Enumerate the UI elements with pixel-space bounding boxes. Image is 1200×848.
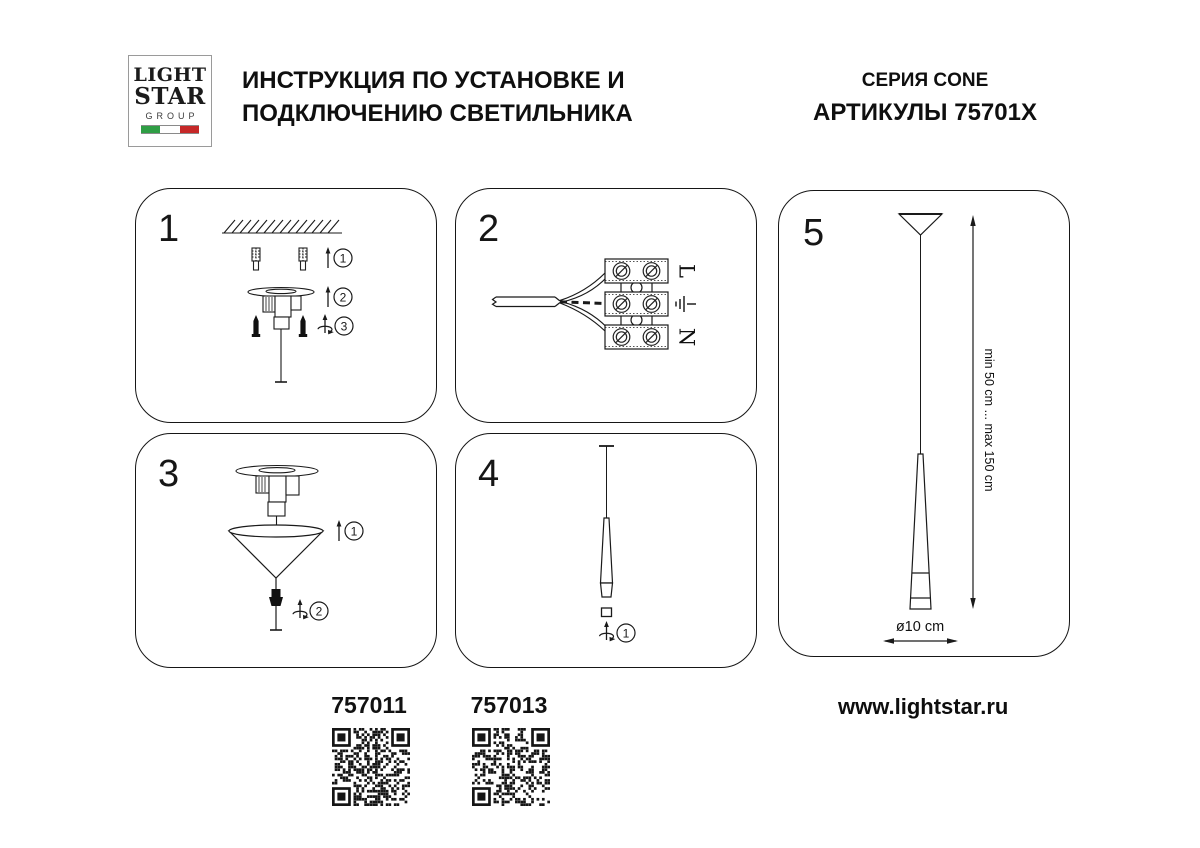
rotate-arrow-icon bbox=[293, 599, 309, 619]
series-label: СЕРИЯ CONE bbox=[861, 70, 989, 91]
annotation-1 bbox=[600, 621, 636, 642]
title-line-2: ПОДКЛЮЧЕНИЮ СВЕТИЛЬНИКА bbox=[242, 100, 633, 127]
rotate-arrow-icon bbox=[600, 621, 616, 641]
diameter-label: ø10 cm bbox=[895, 619, 945, 635]
step-number: 5 bbox=[803, 212, 825, 254]
flag-red bbox=[180, 126, 199, 133]
pendant-drawing bbox=[599, 446, 614, 597]
wall-anchor-icon bbox=[252, 248, 260, 270]
circled-number: 2 bbox=[339, 290, 347, 305]
step-number: 4 bbox=[478, 453, 500, 495]
neutral-terminal-label: N bbox=[674, 327, 699, 347]
step-panel-1 bbox=[135, 188, 437, 423]
step-panel-4 bbox=[455, 433, 757, 668]
canopy-drawing bbox=[236, 466, 318, 526]
lightstar-logo bbox=[128, 55, 212, 147]
up-arrow-icon bbox=[337, 520, 342, 541]
terminal-screw-icon bbox=[643, 263, 660, 280]
cone-shade-drawing bbox=[229, 525, 323, 590]
logo-text-group: GROUP bbox=[145, 111, 199, 121]
step-5-drawing bbox=[779, 191, 1069, 656]
step-4-drawing bbox=[456, 434, 756, 667]
step-number: 3 bbox=[158, 453, 180, 495]
terminal-screw-icon bbox=[613, 329, 630, 346]
annotation-3 bbox=[318, 314, 353, 335]
screw-icon bbox=[299, 315, 307, 337]
circled-number: 3 bbox=[340, 319, 348, 334]
wall-anchor-icon bbox=[299, 248, 307, 270]
italian-flag-icon bbox=[141, 125, 199, 134]
website-url: www.lightstar.ru bbox=[838, 694, 1009, 719]
circled-number: 2 bbox=[315, 604, 323, 619]
annotation-2 bbox=[293, 599, 328, 620]
flag-white bbox=[160, 126, 179, 133]
terminal-screw-icon bbox=[613, 263, 630, 280]
articles-label: АРТИКУЛЫ 75701X bbox=[813, 99, 1037, 126]
up-arrow-icon bbox=[326, 247, 331, 268]
logo-text-light: LIGHT bbox=[133, 64, 207, 86]
diffuser-cap bbox=[602, 608, 612, 617]
logo-text-star: STAR bbox=[134, 83, 206, 110]
qr-code-article-2 bbox=[472, 728, 550, 806]
power-cable bbox=[493, 273, 608, 331]
page-title bbox=[242, 64, 672, 130]
circled-number: 1 bbox=[350, 524, 358, 539]
step-1-drawing bbox=[136, 189, 436, 422]
diameter-dimension bbox=[883, 638, 958, 643]
step-panel-5 bbox=[778, 190, 1070, 657]
screw-icon bbox=[252, 315, 260, 337]
rotate-arrow-icon bbox=[318, 314, 334, 334]
pendant-overview-drawing bbox=[899, 214, 942, 609]
annotation-1 bbox=[337, 520, 363, 541]
circled-number: 1 bbox=[622, 626, 630, 641]
cord bbox=[270, 606, 282, 630]
step-panel-2 bbox=[455, 188, 757, 423]
ceiling-hatch bbox=[222, 220, 342, 233]
height-range-label: min 50 cm ... max 150 cm bbox=[982, 348, 996, 492]
up-arrow-icon bbox=[326, 286, 331, 307]
earth-icon bbox=[676, 296, 696, 312]
annotation-1 bbox=[326, 247, 352, 268]
line-terminal-label: L bbox=[674, 264, 699, 278]
step-2-drawing bbox=[456, 189, 756, 422]
cord-grip bbox=[269, 589, 283, 606]
terminal-screw-icon bbox=[643, 329, 660, 346]
step-number: 1 bbox=[158, 208, 180, 250]
qr-code-article-1 bbox=[332, 728, 410, 806]
article-number-757013: 757013 bbox=[470, 692, 548, 718]
terminal-screw-icon bbox=[613, 296, 630, 313]
title-line-1: ИНСТРУКЦИЯ ПО УСТАНОВКЕ И bbox=[242, 67, 625, 94]
article-number-757011: 757011 bbox=[331, 692, 407, 718]
flag-green bbox=[141, 126, 160, 133]
step-3-drawing bbox=[136, 434, 436, 667]
terminal-screw-icon bbox=[643, 296, 660, 313]
step-panel-3 bbox=[135, 433, 437, 668]
height-dimension bbox=[970, 215, 975, 609]
step-number: 2 bbox=[478, 208, 500, 250]
circled-number: 1 bbox=[339, 251, 347, 266]
annotation-2 bbox=[326, 286, 352, 307]
